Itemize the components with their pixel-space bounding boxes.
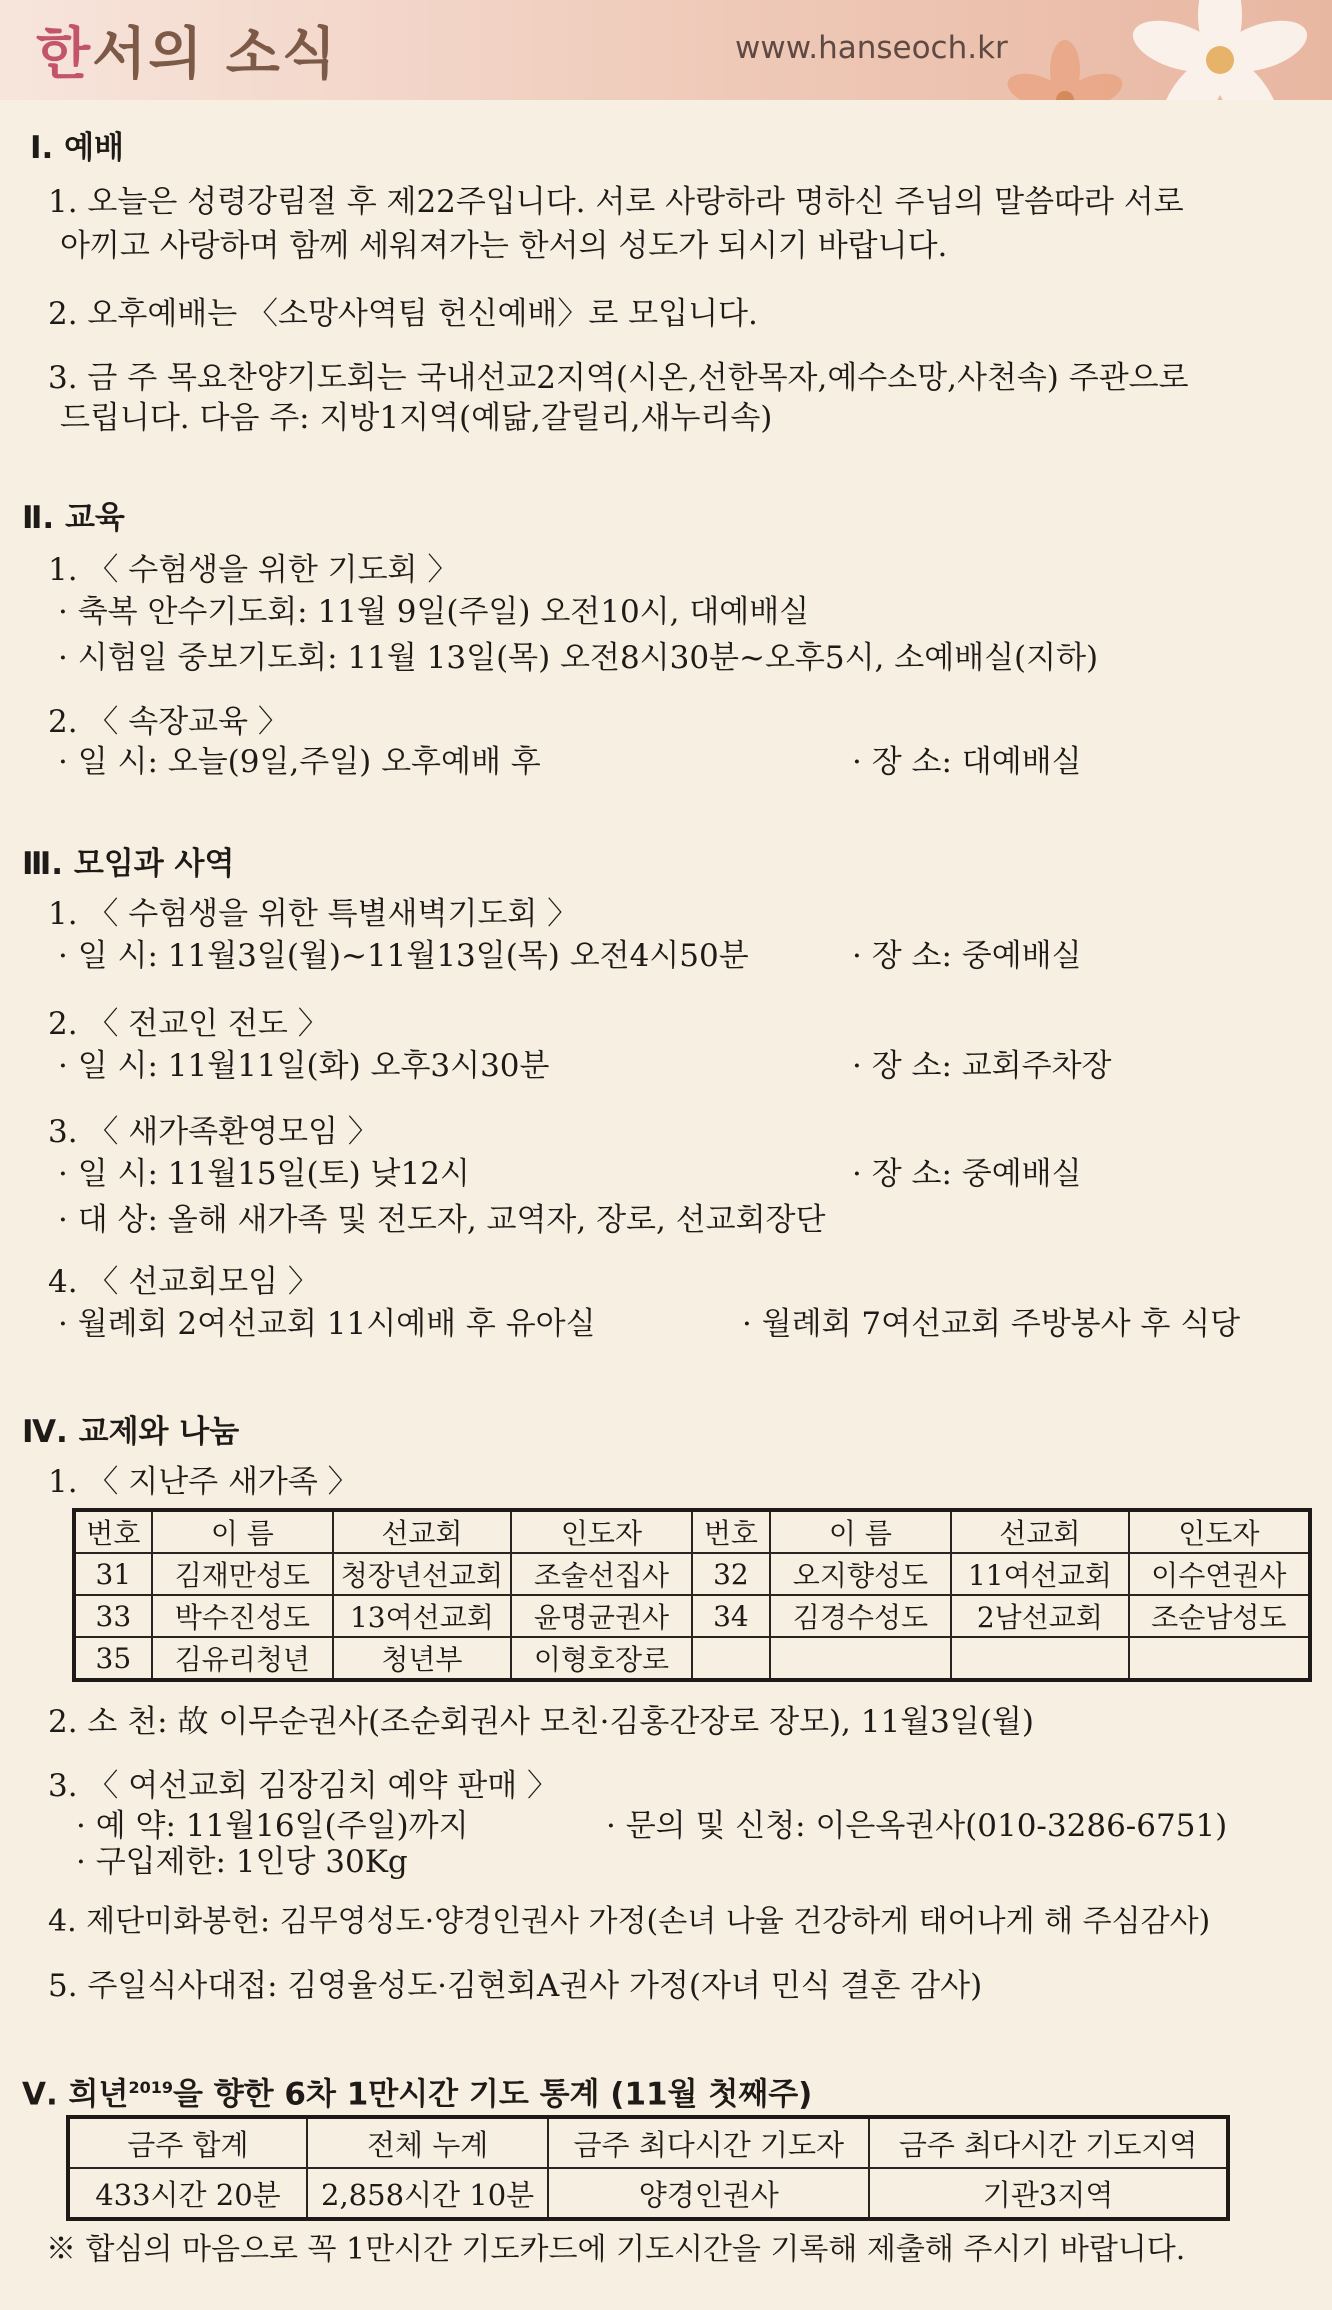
table-cell: 2남선교회 — [951, 1595, 1129, 1637]
table-cell: 조술선집사 — [511, 1553, 692, 1595]
header-cell: 인도자 — [511, 1510, 692, 1553]
section-fellowship-heading: Ⅳ. 교제와 나눔 — [22, 1414, 240, 1450]
meetings-item-4-title: 4. 〈 선교회모임 〉 — [48, 1264, 319, 1300]
table-header-row — [74, 1510, 1310, 1553]
table-cell: 13여선교회 — [333, 1595, 511, 1637]
education-item-1-detail-2: · 시험일 중보기도회: 11월 13일(목) 오전8시30분~오후5시, 소예배실(지하) — [58, 640, 1099, 676]
table-cell: 2,858시간 10분 — [307, 2168, 548, 2219]
table-row — [74, 1595, 1310, 1637]
education-item-1-detail-1: · 축복 안수기도회: 11월 9일(주일) 오전10시, 대예배실 — [58, 594, 810, 630]
meetings-item-3-time: · 일 시: 11월15일(토) 낮12시 — [58, 1156, 470, 1192]
meetings-item-2-time: · 일 시: 11월11일(화) 오후3시30분 — [58, 1048, 550, 1084]
section-prayer-stats-heading: Ⅴ. 희년$^{2019}$을 향한 6차 1만시간 기도 통계 (11월 첫째주) — [22, 2076, 813, 2113]
header-cell: 번호 — [74, 1510, 152, 1553]
education-item-1-title: 1. 〈 수험생을 위한 기도회 〉 — [48, 552, 459, 588]
table-cell: 오지향성도 — [770, 1553, 951, 1595]
header-cell: 전체 누계 — [307, 2117, 548, 2168]
fellowship-item-3-title: 3. 〈 여선교회 김장김치 예약 판매 〉 — [48, 1768, 559, 1804]
table-cell — [692, 1637, 770, 1680]
table-cell: 박수진성도 — [152, 1595, 333, 1637]
table-cell: 윤명균권사 — [511, 1595, 692, 1637]
table-cell: 양경인권사 — [548, 2168, 869, 2219]
table-cell: 33 — [74, 1595, 152, 1637]
table-cell: 35 — [74, 1637, 152, 1680]
table-header-row — [68, 2117, 1228, 2168]
table-cell: 이형호장로 — [511, 1637, 692, 1680]
worship-item-3-line-2: 드립니다. 다음 주: 지방1지역(예닮,갈릴리,새누리속) — [60, 400, 773, 436]
table-cell — [951, 1637, 1129, 1680]
table-cell — [1129, 1637, 1310, 1680]
worship-item-2: 2. 오후예배는 〈소망사역팀 헌신예배〉로 모입니다. — [48, 296, 758, 332]
meetings-item-3-place: · 장 소: 중예배실 — [852, 1156, 1082, 1192]
table-row — [74, 1637, 1310, 1680]
table-cell: 김경수성도 — [770, 1595, 951, 1637]
header-cell: 선교회 — [951, 1510, 1129, 1553]
table-cell: 31 — [74, 1553, 152, 1595]
meetings-item-2-title: 2. 〈 전교인 전도 〉 — [48, 1006, 329, 1042]
fellowship-item-4-flowers: 4. 제단미화봉헌: 김무영성도·양경인권사 가정(손녀 나율 건강하게 태어나게 해 주심감사) — [48, 1904, 1211, 1939]
section-meetings-heading: Ⅲ. 모임과 사역 — [22, 846, 235, 882]
meetings-item-1-place: · 장 소: 중예배실 — [852, 938, 1082, 974]
table-cell: 433시간 20분 — [68, 2168, 307, 2219]
table-cell: 김재만성도 — [152, 1553, 333, 1595]
table-cell — [770, 1637, 951, 1680]
table-cell: 11여선교회 — [951, 1553, 1129, 1595]
table-cell: 이수연권사 — [1129, 1553, 1310, 1595]
header-cell: 금주 최다시간 기도지역 — [869, 2117, 1228, 2168]
header-cell: 선교회 — [333, 1510, 511, 1553]
education-item-2-time: · 일 시: 오늘(9일,주일) 오후예배 후 — [58, 744, 541, 780]
worship-item-1-line-2: 아끼고 사랑하며 함께 세워져가는 한서의 성도가 되시기 바랍니다. — [60, 228, 948, 264]
new-members-table — [72, 1508, 1312, 1682]
meetings-item-4-detail-2: · 월례회 7여선교회 주방봉사 후 식당 — [742, 1306, 1241, 1342]
prayer-note: ※ 합심의 마음으로 꼭 1만시간 기도카드에 기도시간을 기록해 제출해 주시기 바랍니다. — [46, 2232, 1186, 2267]
worship-item-1-line-1: 1. 오늘은 성령강림절 후 제22주입니다. 서로 사랑하라 명하신 주님의 말씀따라 서로 — [48, 184, 1184, 220]
header-cell: 이 름 — [770, 1510, 951, 1553]
fellowship-item-3-contact: · 문의 및 신청: 이은옥권사(010-3286-6751) — [606, 1808, 1228, 1844]
table-cell: 조순남성도 — [1129, 1595, 1310, 1637]
table-row — [74, 1553, 1310, 1595]
website-url[interactable]: www.hanseoch.kr — [735, 30, 1008, 66]
meetings-item-1-time: · 일 시: 11월3일(월)~11월13일(목) 오전4시50분 — [58, 938, 749, 974]
education-item-2-title: 2. 〈 속장교육 〉 — [48, 704, 289, 740]
meetings-item-2-place: · 장 소: 교회주차장 — [852, 1048, 1112, 1084]
header-cell: 금주 합계 — [68, 2117, 307, 2168]
table-cell: 기관3지역 — [869, 2168, 1228, 2219]
table-cell: 34 — [692, 1595, 770, 1637]
fellowship-item-2-obituary: 2. 소 천: 故 이무순권사(조순회권사 모친·김홍간장로 장모), 11월3일(월) — [48, 1704, 1034, 1740]
meetings-item-3-target: · 대 상: 올해 새가족 및 전도자, 교역자, 장로, 선교회장단 — [58, 1202, 826, 1238]
table-cell: 청장년선교회 — [333, 1553, 511, 1595]
worship-item-3-line-1: 3. 금 주 목요찬양기도회는 국내선교2지역(시온,선한목자,예수소망,사천속) 주관으로 — [48, 360, 1189, 396]
fellowship-item-3-reservation: · 예 약: 11월16일(주일)까지 — [76, 1808, 469, 1844]
header-cell: 이 름 — [152, 1510, 333, 1553]
fellowship-item-3-limit: · 구입제한: 1인당 30Kg — [76, 1844, 408, 1880]
table-cell: 김유리청년 — [152, 1637, 333, 1680]
prayer-stats-table — [66, 2115, 1230, 2221]
meetings-item-3-title: 3. 〈 새가족환영모임 〉 — [48, 1114, 379, 1150]
meetings-item-4-detail-1: · 월례회 2여선교회 11시예배 후 유아실 — [58, 1306, 596, 1342]
header-cell: 금주 최다시간 기도자 — [548, 2117, 869, 2168]
fellowship-item-1-title: 1. 〈 지난주 새가족 〉 — [48, 1464, 359, 1500]
table-cell: 청년부 — [333, 1637, 511, 1680]
fellowship-item-5-meal: 5. 주일식사대접: 김영율성도·김현회A권사 가정(자녀 민식 결혼 감사) — [48, 1968, 983, 2004]
header-cell: 인도자 — [1129, 1510, 1310, 1553]
section-education-heading: Ⅱ. 교육 — [22, 500, 125, 536]
newsletter-title: 한서의 소식 — [36, 22, 338, 87]
section-worship-heading: Ⅰ. 예배 — [30, 130, 124, 166]
table-cell: 32 — [692, 1553, 770, 1595]
meetings-item-1-title: 1. 〈 수험생을 위한 특별새벽기도회 〉 — [48, 896, 579, 932]
header-cell: 번호 — [692, 1510, 770, 1553]
education-item-2-place: · 장 소: 대예배실 — [852, 744, 1082, 780]
table-row — [68, 2168, 1228, 2219]
